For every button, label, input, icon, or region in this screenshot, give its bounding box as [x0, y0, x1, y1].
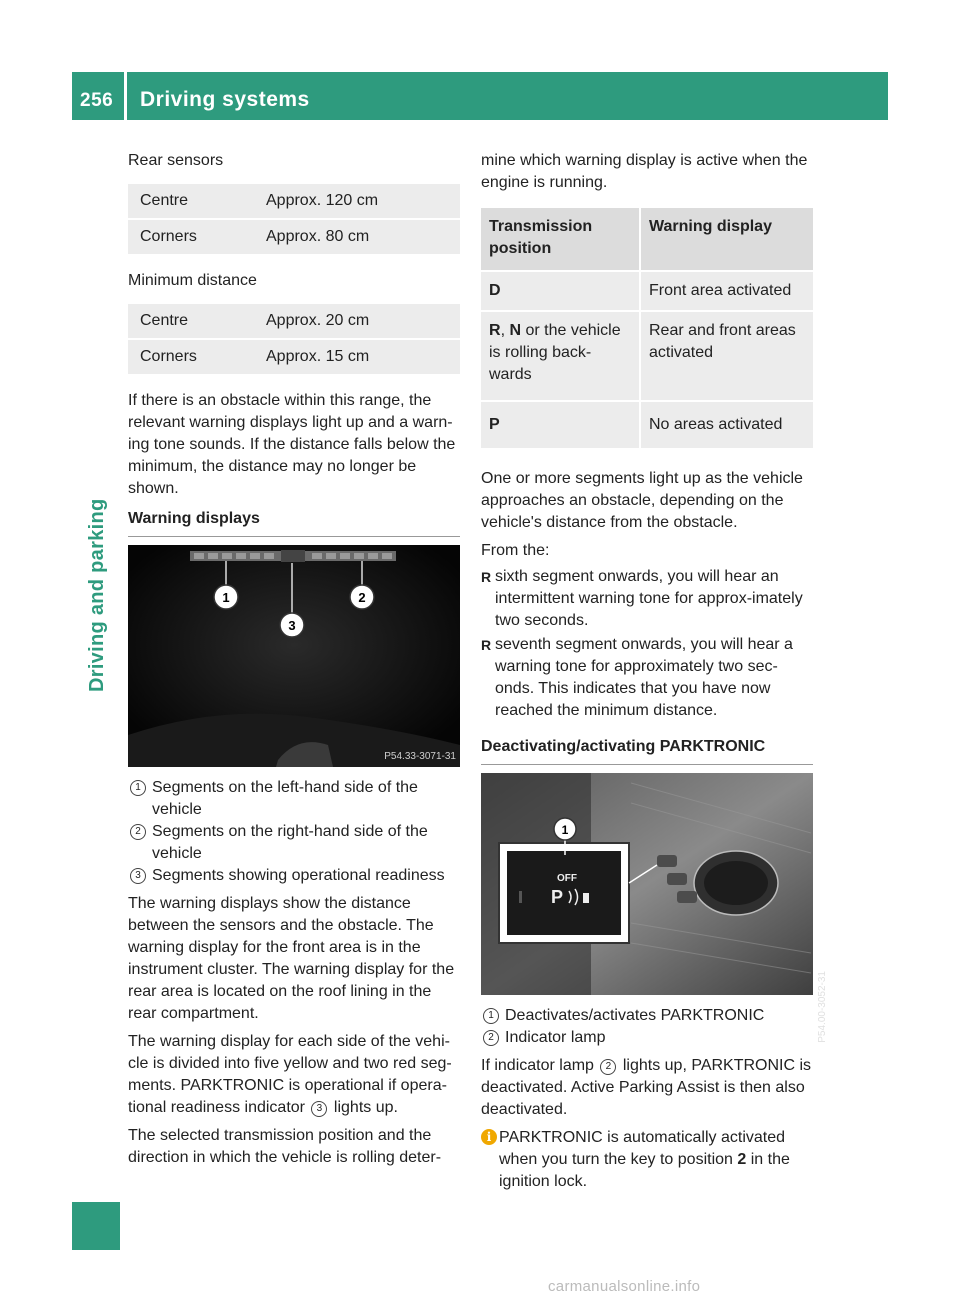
side-tab-block: [72, 1202, 120, 1250]
legend-text: Deactivates/activates PARKTRONIC: [505, 1007, 765, 1024]
side-tab-label: Driving and parking: [86, 498, 108, 692]
table-cell: [481, 271, 640, 311]
obstacle-paragraph: If there is an obstacle within this range, the relevant warning displays light up and a warn-ing tone sounds. If the distance falls below the minimum, the distance may no longer be shown.: [128, 392, 456, 497]
side-tab: [86, 392, 106, 692]
image-code: P54.00-3052-31: [817, 971, 828, 1043]
legend-number: 3: [130, 868, 146, 884]
minimum-distance-label: Minimum distance: [128, 272, 257, 289]
image-code: P54.33-3071-31: [384, 751, 456, 762]
legend-item: [128, 865, 460, 887]
list-item: R sixth segment onwards, you will hear an intermittent warning tone for approx-imately two seconds.: [481, 566, 813, 632]
position-label: D: [489, 282, 501, 299]
callout-3: 3: [288, 618, 296, 633]
legend-item: [481, 1005, 813, 1027]
table-row: [481, 311, 813, 401]
table-row: [128, 184, 460, 219]
table-header: Warning display: [640, 208, 813, 271]
paragraph-text: The warning display for each side of the vehi-cle is divided into five yellow and two red seg-ments. PARKTRONIC is operational if opera-tional readiness indicator: [128, 1033, 452, 1116]
table-row: [481, 401, 813, 449]
inline-number: 2: [600, 1059, 616, 1075]
body-paragraph: One or more segments light up as the vehicle approaches an obstacle, depending on the vehicle's distance from the obstacle.: [481, 470, 803, 531]
info-note: [481, 1127, 813, 1193]
rear-sensors-label: Rear sensors: [128, 152, 224, 169]
left-column: [128, 150, 460, 1169]
body-paragraph: The warning displays show the distance between the sensors and the obstacle. The warning display for the front area is in the instrument cluster. The warning display for the rear area is located on the roof lining in the rear compartment.: [128, 895, 455, 1022]
body-paragraph: [481, 1055, 813, 1121]
info-icon: i: [481, 1129, 497, 1145]
separator: ,: [500, 322, 510, 339]
page-number: 256: [80, 90, 114, 111]
table-cell: Centre: [128, 184, 254, 219]
legend-item: [128, 821, 460, 865]
paragraph-text: If indicator lamp: [481, 1057, 594, 1074]
legend-text: Segments on the right-hand side of the vehicle: [152, 823, 428, 862]
from-the-label: From the:: [481, 542, 550, 559]
table-cell: Approx. 120 cm: [254, 184, 460, 219]
table-cell: Corners: [128, 219, 254, 255]
body-paragraph: mine which warning display is active when the engine is running.: [481, 152, 808, 191]
warning-displays-heading: Warning displays: [128, 508, 460, 537]
legend-number: 2: [130, 824, 146, 840]
position-label: R: [489, 322, 501, 339]
paragraph-text: lights up.: [333, 1099, 398, 1116]
table-cell: Front area activated: [640, 271, 813, 311]
position-label: P: [489, 416, 500, 433]
rear-sensors-table: [128, 184, 460, 256]
legend-item: [128, 777, 460, 821]
legend-number: 1: [483, 1008, 499, 1024]
inline-number: 3: [311, 1101, 327, 1117]
header-separator: [124, 72, 127, 120]
warning-display-image: [128, 545, 460, 767]
table-cell: Approx. 80 cm: [254, 219, 460, 255]
table-cell: [481, 401, 640, 449]
info-text: PARKTRONIC is automatically activated when you turn the key to position: [499, 1129, 786, 1168]
table-cell: Rear and front areas activated: [640, 311, 813, 401]
table-cell: Centre: [128, 304, 254, 339]
cell-text: or the vehicle is rolling back-wards: [489, 322, 621, 383]
legend-item: [481, 1027, 813, 1049]
table-cell: No areas activated: [640, 401, 813, 449]
table-cell: [481, 311, 640, 401]
callout-1: 1: [561, 823, 569, 837]
table-cell: Approx. 20 cm: [254, 304, 460, 339]
info-text: in the ignition lock.: [499, 1151, 790, 1190]
table-header-row: [481, 208, 813, 271]
table-row: [128, 304, 460, 339]
right-column: [481, 150, 828, 1193]
footer-brand[interactable]: carmanualsonline.info: [548, 1278, 701, 1295]
list-item: R seventh segment onwards, you will hear a warning tone for approximately two sec-onds. This indicates that you have now reached the minimum distance.: [481, 634, 813, 722]
off-label: OFF: [557, 873, 577, 884]
bullet-list: [481, 566, 813, 722]
parking-p-icon: P: [550, 887, 564, 907]
legend-text: Indicator lamp: [505, 1029, 606, 1046]
paragraph-text: lights up, PARKTRONIC is deactivated. Active Parking Assist is then also deactivated.: [481, 1057, 812, 1118]
callout-1: 1: [222, 590, 230, 605]
legend-number: 2: [483, 1030, 499, 1046]
section-title: Driving systems: [140, 88, 310, 111]
table-header: Transmission position: [481, 208, 640, 271]
callout-2: 2: [358, 590, 366, 605]
table-cell: Approx. 15 cm: [254, 339, 460, 375]
minimum-distance-table: [128, 304, 460, 376]
body-paragraph: The selected transmission position and the direction in which the vehicle is rolling deter-: [128, 1127, 442, 1166]
position-label: N: [509, 322, 522, 339]
body-paragraph: [128, 1031, 460, 1119]
legend-text: Segments on the left-hand side of the vehicle: [152, 779, 418, 818]
transmission-table: [481, 208, 813, 450]
legend-text: Segments showing operational readiness: [152, 867, 445, 884]
table-row: [128, 219, 460, 255]
legend-number: 1: [130, 780, 146, 796]
deactivating-heading: Deactivating/activating PARKTRONIC: [481, 736, 813, 765]
info-key-position: 2: [737, 1151, 747, 1168]
table-row: [481, 271, 813, 311]
table-cell: Corners: [128, 339, 254, 375]
table-row: [128, 339, 460, 375]
indicator-lamp: [519, 891, 522, 903]
